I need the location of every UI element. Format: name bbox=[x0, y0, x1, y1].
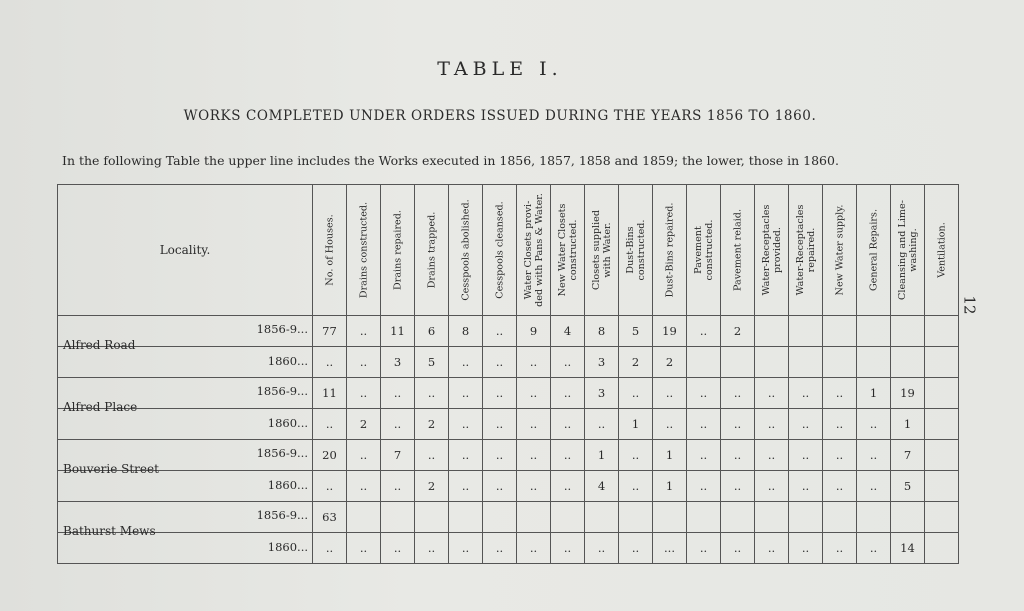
table-cell: .. bbox=[653, 409, 687, 440]
table-cell: .. bbox=[789, 471, 823, 502]
locality-cell bbox=[58, 440, 313, 476]
table-cell bbox=[925, 502, 959, 533]
column-header bbox=[381, 185, 415, 316]
table-cell bbox=[381, 502, 415, 533]
column-header bbox=[483, 185, 517, 316]
table-cell: .. bbox=[415, 378, 449, 409]
table-cell: .. bbox=[517, 533, 551, 564]
table-cell: .. bbox=[789, 378, 823, 409]
table-cell bbox=[755, 347, 789, 378]
table-cell: 8 bbox=[449, 316, 483, 347]
table-cell: .. bbox=[619, 471, 653, 502]
locality-cell bbox=[58, 502, 313, 538]
table-cell: .. bbox=[687, 440, 721, 471]
table-cell bbox=[925, 378, 959, 409]
column-header-label: Dust-Bins repaired. bbox=[664, 202, 675, 298]
table-cell: .. bbox=[551, 440, 585, 471]
column-header-label: Cesspools cleansed. bbox=[494, 201, 505, 299]
table-cell: .. bbox=[483, 440, 517, 471]
table-cell: .. bbox=[517, 378, 551, 409]
column-header bbox=[823, 185, 857, 316]
column-header-label: General Repairs. bbox=[868, 209, 879, 292]
table-cell: .. bbox=[585, 409, 619, 440]
table-cell: .. bbox=[483, 316, 517, 347]
table-row bbox=[58, 316, 959, 347]
table-cell: 5 bbox=[415, 347, 449, 378]
table-cell: .. bbox=[619, 533, 653, 564]
column-header bbox=[517, 185, 551, 316]
table-cell: .. bbox=[347, 533, 381, 564]
period-label: 1856-9... bbox=[256, 508, 308, 522]
locality-name: Alfred Place bbox=[63, 400, 138, 414]
column-header-label: Dust-Bins constructed. bbox=[624, 219, 647, 281]
table-cell: .. bbox=[755, 533, 789, 564]
table-cell bbox=[585, 502, 619, 533]
table-cell bbox=[755, 502, 789, 533]
table-cell: .. bbox=[619, 378, 653, 409]
table-cell: 19 bbox=[653, 316, 687, 347]
table-cell: 11 bbox=[313, 378, 347, 409]
table-cell: .. bbox=[483, 409, 517, 440]
table-cell: .. bbox=[313, 533, 347, 564]
table-cell: .. bbox=[449, 347, 483, 378]
column-header-label: No. of Houses. bbox=[324, 214, 335, 286]
locality-name: Bathurst Mews bbox=[63, 524, 156, 538]
column-header bbox=[755, 185, 789, 316]
table-cell: .. bbox=[415, 533, 449, 564]
column-header bbox=[449, 185, 483, 316]
table-cell: .. bbox=[517, 471, 551, 502]
table-cell: .. bbox=[653, 378, 687, 409]
table-cell: 4 bbox=[551, 316, 585, 347]
table-cell: 11 bbox=[381, 316, 415, 347]
column-header bbox=[857, 185, 891, 316]
column-header bbox=[721, 185, 755, 316]
table-cell: 2 bbox=[347, 409, 381, 440]
table-cell: .. bbox=[721, 471, 755, 502]
column-header bbox=[313, 185, 347, 316]
table-cell bbox=[857, 347, 891, 378]
table-cell bbox=[721, 502, 755, 533]
table-cell: 2 bbox=[415, 409, 449, 440]
table-cell: 1 bbox=[891, 409, 925, 440]
table-cell bbox=[857, 502, 891, 533]
table-cell: .. bbox=[721, 440, 755, 471]
table-cell: .. bbox=[449, 533, 483, 564]
table-cell: 1 bbox=[585, 440, 619, 471]
table-row bbox=[58, 409, 959, 440]
table-cell: .. bbox=[381, 533, 415, 564]
table-cell bbox=[721, 347, 755, 378]
table-cell: 77 bbox=[313, 316, 347, 347]
column-header-label: Drains repaired. bbox=[392, 210, 403, 290]
table-cell: 3 bbox=[381, 347, 415, 378]
column-header bbox=[789, 185, 823, 316]
table-cell: .. bbox=[347, 378, 381, 409]
period-label: 1856-9... bbox=[256, 446, 308, 460]
table-cell: .. bbox=[313, 347, 347, 378]
table-cell bbox=[925, 409, 959, 440]
table-cell bbox=[449, 502, 483, 533]
table-cell: .. bbox=[551, 409, 585, 440]
works-table bbox=[57, 184, 959, 564]
table-cell bbox=[925, 533, 959, 564]
table-cell bbox=[347, 502, 381, 533]
column-header bbox=[415, 185, 449, 316]
table-cell: .. bbox=[449, 440, 483, 471]
table-cell: .. bbox=[619, 440, 653, 471]
table-cell: .. bbox=[551, 471, 585, 502]
table-cell: 8 bbox=[585, 316, 619, 347]
table-cell bbox=[925, 440, 959, 471]
table-cell: .. bbox=[347, 440, 381, 471]
table-cell: .. bbox=[755, 471, 789, 502]
table-cell: .. bbox=[857, 440, 891, 471]
table-row bbox=[58, 440, 959, 471]
table-cell: .. bbox=[483, 347, 517, 378]
table-cell bbox=[653, 502, 687, 533]
table-cell: .. bbox=[551, 347, 585, 378]
table-cell bbox=[891, 347, 925, 378]
locality-name: Alfred Road bbox=[63, 338, 136, 352]
period-label: 1860... bbox=[267, 478, 308, 492]
page-number: 12 bbox=[960, 295, 979, 315]
table-cell: 1 bbox=[653, 440, 687, 471]
table-cell bbox=[619, 502, 653, 533]
table-subtitle: WORKS COMPLETED UNDER ORDERS ISSUED DURING THE YEARS 1856 TO 1860. bbox=[183, 108, 817, 124]
table-cell: .. bbox=[857, 471, 891, 502]
table-cell: .. bbox=[721, 533, 755, 564]
table-cell: .. bbox=[823, 440, 857, 471]
column-header-label: Drains constructed. bbox=[358, 201, 369, 299]
table-title: TABLE I. bbox=[437, 58, 563, 80]
column-header bbox=[891, 185, 925, 316]
table-cell: .. bbox=[687, 378, 721, 409]
table-cell: 1 bbox=[857, 378, 891, 409]
table-body bbox=[58, 316, 959, 564]
table-cell: .. bbox=[857, 409, 891, 440]
table-cell: .. bbox=[415, 440, 449, 471]
table-cell: .. bbox=[789, 440, 823, 471]
table-cell: .. bbox=[517, 347, 551, 378]
table-cell: .. bbox=[755, 440, 789, 471]
table-cell: 4 bbox=[585, 471, 619, 502]
table-note: In the following Table the upper line includes the Works executed in 1856, 1857, 1858 and 1859; the lower, those in 1860. bbox=[62, 153, 839, 168]
table-cell bbox=[415, 502, 449, 533]
table-cell: .. bbox=[483, 378, 517, 409]
table-cell: .. bbox=[687, 409, 721, 440]
column-header-label: Cleansing and Lime- washing. bbox=[896, 200, 919, 300]
table-cell: .. bbox=[551, 378, 585, 409]
column-header bbox=[347, 185, 381, 316]
table-row bbox=[58, 502, 959, 533]
table-cell: .. bbox=[517, 409, 551, 440]
locality-header: Locality. bbox=[58, 185, 313, 316]
column-header-label: Water-Receptacles repaired. bbox=[794, 204, 817, 296]
column-header bbox=[619, 185, 653, 316]
table-cell: .. bbox=[347, 316, 381, 347]
table-cell bbox=[891, 502, 925, 533]
table-row bbox=[58, 347, 959, 378]
column-header-label: Ventilation. bbox=[936, 222, 947, 278]
table-cell bbox=[517, 502, 551, 533]
table-cell bbox=[925, 471, 959, 502]
table-cell bbox=[823, 347, 857, 378]
table-cell bbox=[687, 502, 721, 533]
table-cell: .. bbox=[755, 378, 789, 409]
table-cell: .. bbox=[449, 471, 483, 502]
column-header bbox=[585, 185, 619, 316]
table-cell: .. bbox=[721, 409, 755, 440]
table-cell: 5 bbox=[619, 316, 653, 347]
column-header-label: Closets supplied with Water. bbox=[590, 210, 613, 290]
table-cell bbox=[823, 502, 857, 533]
table-cell: .. bbox=[449, 378, 483, 409]
table-cell: .. bbox=[483, 533, 517, 564]
table-cell: .. bbox=[483, 471, 517, 502]
table-cell: .. bbox=[823, 471, 857, 502]
table-cell bbox=[891, 316, 925, 347]
table-cell: .. bbox=[789, 409, 823, 440]
table-cell: .. bbox=[823, 533, 857, 564]
table-cell: 1 bbox=[619, 409, 653, 440]
column-header-label: Water Closets provi- ded with Pans & Water. bbox=[522, 193, 545, 307]
column-header-label: Cesspools abolished. bbox=[460, 199, 471, 301]
table-cell: 7 bbox=[891, 440, 925, 471]
table-cell: .. bbox=[551, 533, 585, 564]
table-cell: .. bbox=[347, 471, 381, 502]
locality-cell bbox=[58, 378, 313, 414]
table-cell bbox=[551, 502, 585, 533]
table-cell: 63 bbox=[313, 502, 347, 533]
table-cell: .. bbox=[721, 378, 755, 409]
column-header-label: New Water supply. bbox=[834, 204, 845, 296]
table-cell bbox=[925, 316, 959, 347]
table-cell: .. bbox=[687, 316, 721, 347]
period-label: 1860... bbox=[267, 416, 308, 430]
table-cell bbox=[823, 316, 857, 347]
table-cell: .. bbox=[517, 440, 551, 471]
table-cell bbox=[483, 502, 517, 533]
table-cell: .. bbox=[381, 409, 415, 440]
column-header-label: Drains trapped. bbox=[426, 211, 437, 289]
period-label: 1856-9... bbox=[256, 322, 308, 336]
table-cell: 19 bbox=[891, 378, 925, 409]
locality-name: Bouverie Street bbox=[63, 462, 159, 476]
table-cell: 20 bbox=[313, 440, 347, 471]
table-header-row bbox=[58, 185, 959, 316]
period-label: 1856-9... bbox=[256, 384, 308, 398]
table-cell: .. bbox=[381, 471, 415, 502]
table-cell: 3 bbox=[585, 378, 619, 409]
column-header-label: Water-Receptacles provided. bbox=[760, 204, 783, 296]
table-cell: .. bbox=[789, 533, 823, 564]
table-cell: 5 bbox=[891, 471, 925, 502]
table-cell bbox=[857, 316, 891, 347]
table-cell bbox=[925, 347, 959, 378]
table-cell: ... bbox=[653, 533, 687, 564]
table-cell bbox=[789, 502, 823, 533]
period-label: 1860... bbox=[267, 354, 308, 368]
table-cell: 1 bbox=[653, 471, 687, 502]
table-cell: 2 bbox=[415, 471, 449, 502]
table-row bbox=[58, 471, 959, 502]
table-cell: 9 bbox=[517, 316, 551, 347]
table-cell bbox=[687, 347, 721, 378]
table-cell: .. bbox=[585, 533, 619, 564]
column-header bbox=[551, 185, 585, 316]
table-cell: .. bbox=[823, 378, 857, 409]
column-header bbox=[687, 185, 721, 316]
table-cell: 3 bbox=[585, 347, 619, 378]
table-cell: .. bbox=[857, 533, 891, 564]
table-cell: 2 bbox=[653, 347, 687, 378]
period-label: 1860... bbox=[267, 540, 308, 554]
column-header bbox=[925, 185, 959, 316]
table-cell: .. bbox=[755, 409, 789, 440]
table-cell: 7 bbox=[381, 440, 415, 471]
locality-cell bbox=[58, 316, 313, 352]
table-cell: .. bbox=[823, 409, 857, 440]
table-cell: .. bbox=[313, 409, 347, 440]
table-cell: .. bbox=[381, 378, 415, 409]
table-cell: 2 bbox=[721, 316, 755, 347]
table-row bbox=[58, 378, 959, 409]
column-header-label: New Water Closets constructed. bbox=[556, 203, 579, 297]
column-header-label: Pavement relaid. bbox=[732, 209, 743, 292]
table-cell bbox=[789, 316, 823, 347]
table-cell: .. bbox=[313, 471, 347, 502]
table-cell: 6 bbox=[415, 316, 449, 347]
table-cell: .. bbox=[347, 347, 381, 378]
table-cell: .. bbox=[687, 471, 721, 502]
table-cell: 14 bbox=[891, 533, 925, 564]
column-header bbox=[653, 185, 687, 316]
table-cell: 2 bbox=[619, 347, 653, 378]
table-cell bbox=[755, 316, 789, 347]
table-row bbox=[58, 533, 959, 564]
table-cell: .. bbox=[687, 533, 721, 564]
table-cell bbox=[789, 347, 823, 378]
table-cell: .. bbox=[449, 409, 483, 440]
column-header-label: Pavement constructed. bbox=[692, 219, 715, 281]
